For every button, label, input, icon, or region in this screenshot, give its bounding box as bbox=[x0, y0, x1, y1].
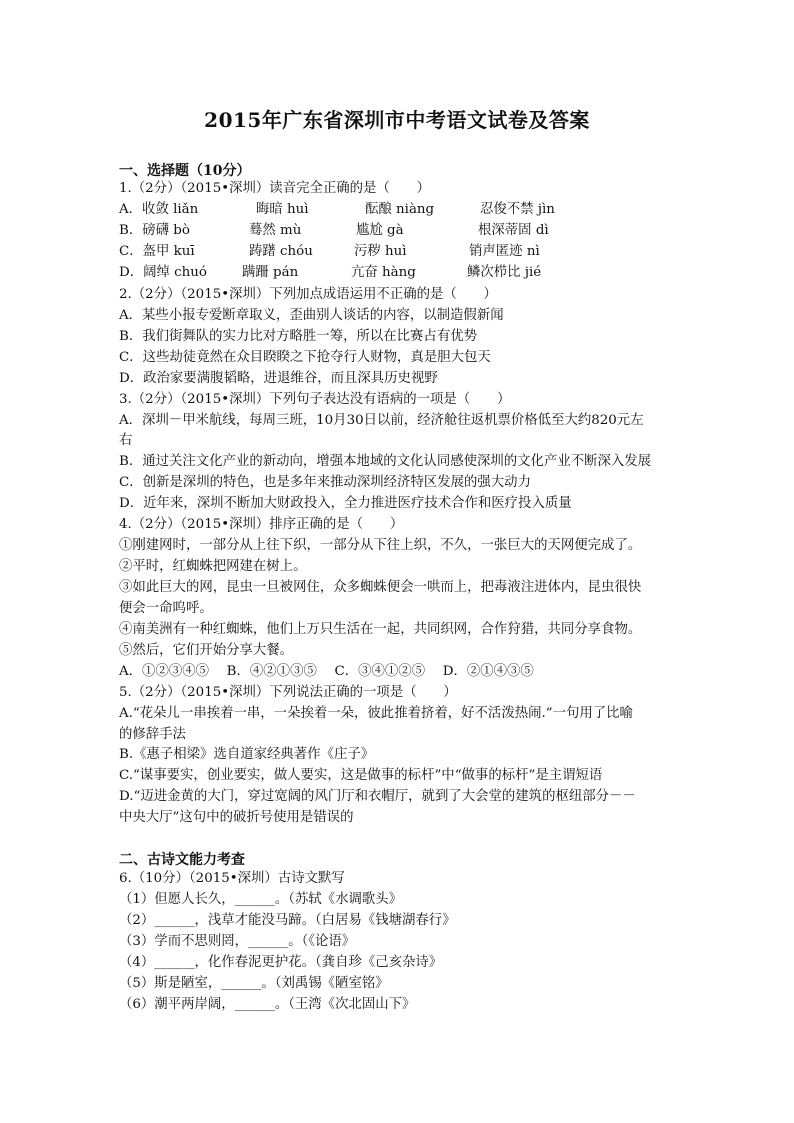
question-6-item-3: （3）学而不思则罔，______。（《论语》 bbox=[119, 934, 356, 949]
question-4-sentence-4: ④南美洲有一种红蜘蛛，他们上万只生活在一起，共同织网，合作狩猎，共同分享食物。 bbox=[119, 622, 642, 637]
question-6-item-2: （2）______，浅草才能没马蹄。（白居易《钱塘湖春行》 bbox=[119, 913, 456, 928]
question-5-option-c: C.“谋事要实，创业要实，做人要实，这是做事的标杆”中“做事的标杆”是主谓短语 bbox=[119, 768, 603, 783]
question-1-stem: 1.（2分）（2015•深圳）读音完全正确的是（ ） bbox=[119, 181, 430, 196]
option-text: 蹒跚 pán bbox=[242, 265, 299, 280]
page-title: 2015年广东省深圳市中考语文试卷及答案 bbox=[204, 108, 590, 132]
option-text: B．磅礴 bò bbox=[119, 223, 190, 238]
option-text: 销声匿迹 nì bbox=[469, 244, 540, 259]
question-2-option-d: D．政治家要满腹韬略，进退维谷，而且深具历史视野 bbox=[119, 371, 438, 386]
option-text: A．收敛 liǎn bbox=[119, 202, 199, 217]
option-text: C．盔甲 kuī bbox=[119, 244, 195, 259]
question-3-option-a-cont: 右 bbox=[119, 433, 133, 448]
question-6-item-5: （5）斯是陋室，______。（刘禹锡《陋室铭》 bbox=[119, 976, 389, 991]
option-text: 酝酿 niàng bbox=[365, 202, 435, 217]
option-text: 根深蒂固 dì bbox=[478, 223, 549, 238]
question-3-option-a: A．深圳－甲米航线，每周三班，10月30日以前，经济舱往返机票价格低至大约820元左 bbox=[119, 413, 644, 428]
option-text: 尴尬 gà bbox=[356, 223, 404, 238]
question-4-sentence-3: ③如此巨大的网，昆虫一旦被网住，众多蜘蛛便会一哄而上，把毒液注进体内，昆虫很快 bbox=[119, 580, 642, 595]
question-5-option-d-cont: 中央大厅”这句中的破折号使用是错误的 bbox=[119, 810, 354, 825]
question-5-option-d: D.“迈进金黄的大门，穿过宽阔的风门厅和衣帽厅，就到了大会堂的建筑的枢纽部分－－ bbox=[119, 789, 636, 804]
question-4-options: A．①②③④⑤ B．④②①③⑤ C．③④①②⑤ D．②①④③⑤ bbox=[119, 664, 534, 679]
question-5-option-b: B.《惠子相梁》选自道家经典著作《庄子》 bbox=[119, 747, 375, 762]
question-3-option-b: B．通过关注文化产业的新动向，增强本地域的文化认同感使深圳的文化产业不断深入发展 bbox=[119, 454, 652, 469]
question-2-option-a: A．某些小报专爱断章取义，歪曲别人谈话的内容，以制造假新闻 bbox=[119, 308, 504, 323]
option-text: 鳞次栉比 jié bbox=[467, 265, 542, 280]
question-2-stem: 2.（2分）（2015•深圳）下列加点成语运用不正确的是（ ） bbox=[119, 287, 497, 302]
question-5-option-a-cont: 的修辞手法 bbox=[119, 727, 186, 742]
option-text: 晦暗 huì bbox=[256, 202, 309, 217]
question-4-sentence-5: ⑤然后，它们开始分享大餐。 bbox=[119, 643, 294, 658]
option-text: D．阔绰 chuó bbox=[119, 265, 207, 280]
question-3-option-d: D．近年来，深圳不断加大财政投入，全力推进医疗技术合作和医疗投入质量 bbox=[119, 496, 572, 511]
question-5-stem: 5.（2分）（2015•深圳）下列说法正确的一项是（ ） bbox=[119, 685, 457, 700]
question-4-sentence-2: ②平时，红蜘蛛把网建在树上。 bbox=[119, 559, 307, 574]
question-3-stem: 3.（2分）（2015•深圳）下列句子表达没有语病的一项是（ ） bbox=[119, 392, 511, 407]
question-6-item-1: （1）但愿人长久，______。（苏轼《水调歌头》 bbox=[119, 892, 403, 907]
question-4-sentence-3-cont: 便会一命呜呼。 bbox=[119, 601, 213, 616]
section-heading-choice: 一、选择题（10分） bbox=[119, 163, 251, 179]
option-text: 蓦然 mù bbox=[249, 223, 302, 238]
question-2-option-b: B．我们街舞队的实力比对方略胜一筹，所以在比赛占有优势 bbox=[119, 329, 477, 344]
question-6-stem: 6.（10分）（2015•深圳）古诗文默写 bbox=[119, 871, 345, 886]
question-3-option-c: C．创新是深圳的特色，也是多年来推动深圳经济特区发展的强大动力 bbox=[119, 475, 531, 490]
section-heading-poetry: 二、古诗文能力考查 bbox=[119, 852, 245, 868]
question-4-stem: 4.（2分）（2015•深圳）排序正确的是（ ） bbox=[119, 517, 404, 532]
question-4-sentence-1: ①刚建网时，一部分从上往下织，一部分从下往上织，不久，一张巨大的天网便完成了。 bbox=[119, 538, 642, 553]
question-5-option-a: A.“花朵儿一串挨着一串，一朵挨着一朵，彼此推着挤着，好不活泼热闹.”一句用了比喻 bbox=[119, 706, 633, 721]
question-2-option-c: C．这些劫徒竟然在众目睽睽之下抢夺行人财物，真是胆大包天 bbox=[119, 350, 491, 365]
question-6-item-6: （6）潮平两岸阔，______。（王湾《次北固山下》 bbox=[119, 997, 416, 1012]
option-text: 忍俊不禁 jìn bbox=[480, 202, 555, 217]
option-text: 亢奋 hàng bbox=[351, 265, 416, 280]
option-text: 污秽 huì bbox=[354, 244, 407, 259]
option-text: 踌躇 chóu bbox=[249, 244, 313, 259]
question-6-item-4: （4）______，化作春泥更护花。（龚自珍《己亥杂诗》 bbox=[119, 955, 443, 970]
